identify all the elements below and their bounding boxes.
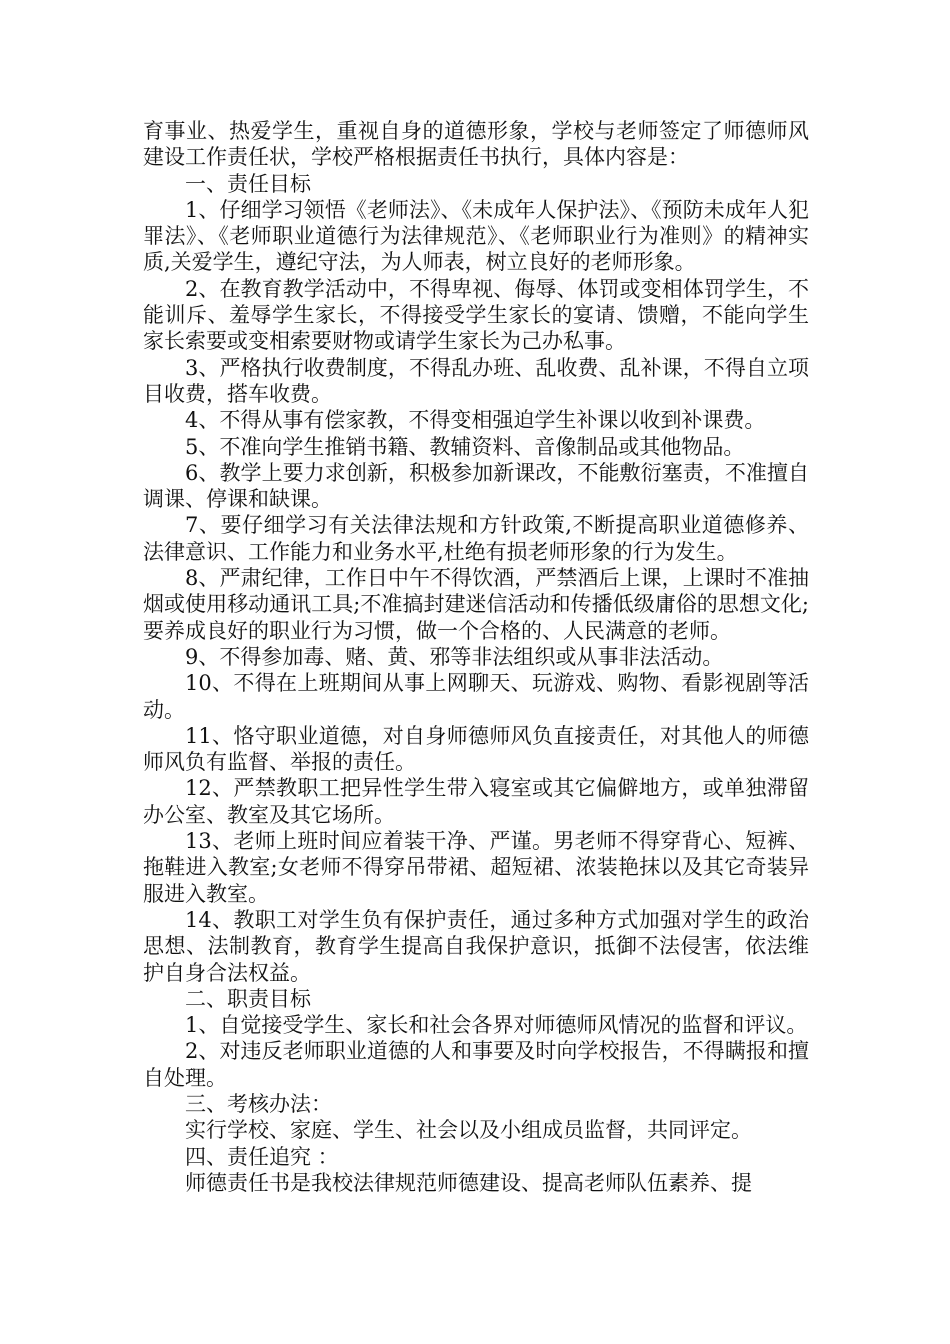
duty-item-2: 2、对违反老师职业道德的人和事要及时向学校报告，不得瞒报和擅自处理。 (143, 1039, 809, 1090)
list-item-12: 12、严禁教职工把异性学生带入寝室或其它偏僻地方，或单独滞留办公室、教室及其它场所。 (143, 776, 809, 827)
list-item-4: 4、不得从事有偿家教，不得变相强迫学生补课以收到补课费。 (185, 408, 766, 433)
list-item-3: 3、严格执行收费制度，不得乱办班、乱收费、乱补课，不得自立项目收费，搭车收费。 (143, 355, 809, 406)
list-item-10: 10、不得在上班期间从事上网聊天、玩游戏、购物、看影视剧等活动。 (143, 671, 809, 722)
document-body (143, 118, 809, 1196)
list-item-13: 13、老师上班时间应着装干净、严谨。男老师不得穿背心、短裤、拖鞋进入教室;女老师不得穿吊带裙、超短裙、浓装艳抹以及其它奇装异服进入教室。 (143, 829, 809, 906)
list-item-5: 5、不准向学生推销书籍、教辅资料、音像制品或其他物品。 (185, 434, 745, 459)
list-item-11: 11、恪守职业道德，对自身师德师风负直接责任，对其他人的师德师风负有监督、举报的责任。 (143, 723, 809, 775)
paragraph-intro: 育事业、热爱学生，重视自身的道德形象，学校与老师签定了师德师风建设工作责任状，学校严格根据责任书执行，具体内容是： (143, 119, 809, 170)
assessment-text: 实行学校、家庭、学生、社会以及小组成员监督，共同评定。 (185, 1118, 752, 1143)
heading-duty-goals: 二、职责目标 (185, 986, 311, 1011)
list-item-7: 7、要仔细学习有关法律法规和方针政策,不断提高职业道德修养、法律意识、工作能力和业务水平,杜绝有损老师形象的行为发生。 (143, 513, 809, 564)
list-item-9: 9、不得参加毒、赌、黄、邪等非法组织或从事非法活动。 (185, 644, 724, 669)
list-item-8: 8、严肃纪律，工作日中午不得饮酒，严禁酒后上课，上课时不准抽烟或使用移动通讯工具;不准搞封建迷信活动和传播低级庸俗的思想文化;要养成良好的职业行为习惯，做一个合格的、人民满意的老师。 (143, 566, 809, 643)
list-item-1: 1、仔细学习领悟《老师法》、《未成年人保护法》、《预防未成年人犯罪法》、《老师职业道德行为法律规范》、《老师职业行为准则》的精神实质,关爱学生，遵纪守法，为人师表，树立良好的老师形象。 (143, 197, 809, 275)
list-item-14: 14、教职工对学生负有保护责任，通过多种方式加强对学生的政治思想、法制教育，教育学生提高自我保护意识，抵御不法侵害，依法维护自身合法权益。 (143, 907, 809, 985)
list-item-2: 2、在教育教学活动中，不得卑视、侮辱、体罚或变相体罚学生，不能训斥、羞辱学生家长，不得接受学生家长的宴请、馈赠，不能向学生家长索要或变相索要财物或请学生家长为己办私事。 (143, 276, 809, 354)
heading-responsibility-goals: 一、责任目标 (185, 171, 311, 196)
heading-accountability: 四、责任追究 ： (185, 1144, 339, 1169)
list-item-6: 6、教学上要力求创新，积极参加新课改，不能敷衍塞责，不准擅自调课、停课和缺课。 (143, 460, 809, 512)
heading-assessment-method: 三、考核办法： (185, 1091, 332, 1116)
accountability-text: 师德责任书是我校法律规范师德建设、提高老师队伍素养、提 (185, 1170, 752, 1195)
duty-item-1: 1、自觉接受学生、家长和社会各界对师德师风情况的监督和评议。 (185, 1013, 808, 1038)
